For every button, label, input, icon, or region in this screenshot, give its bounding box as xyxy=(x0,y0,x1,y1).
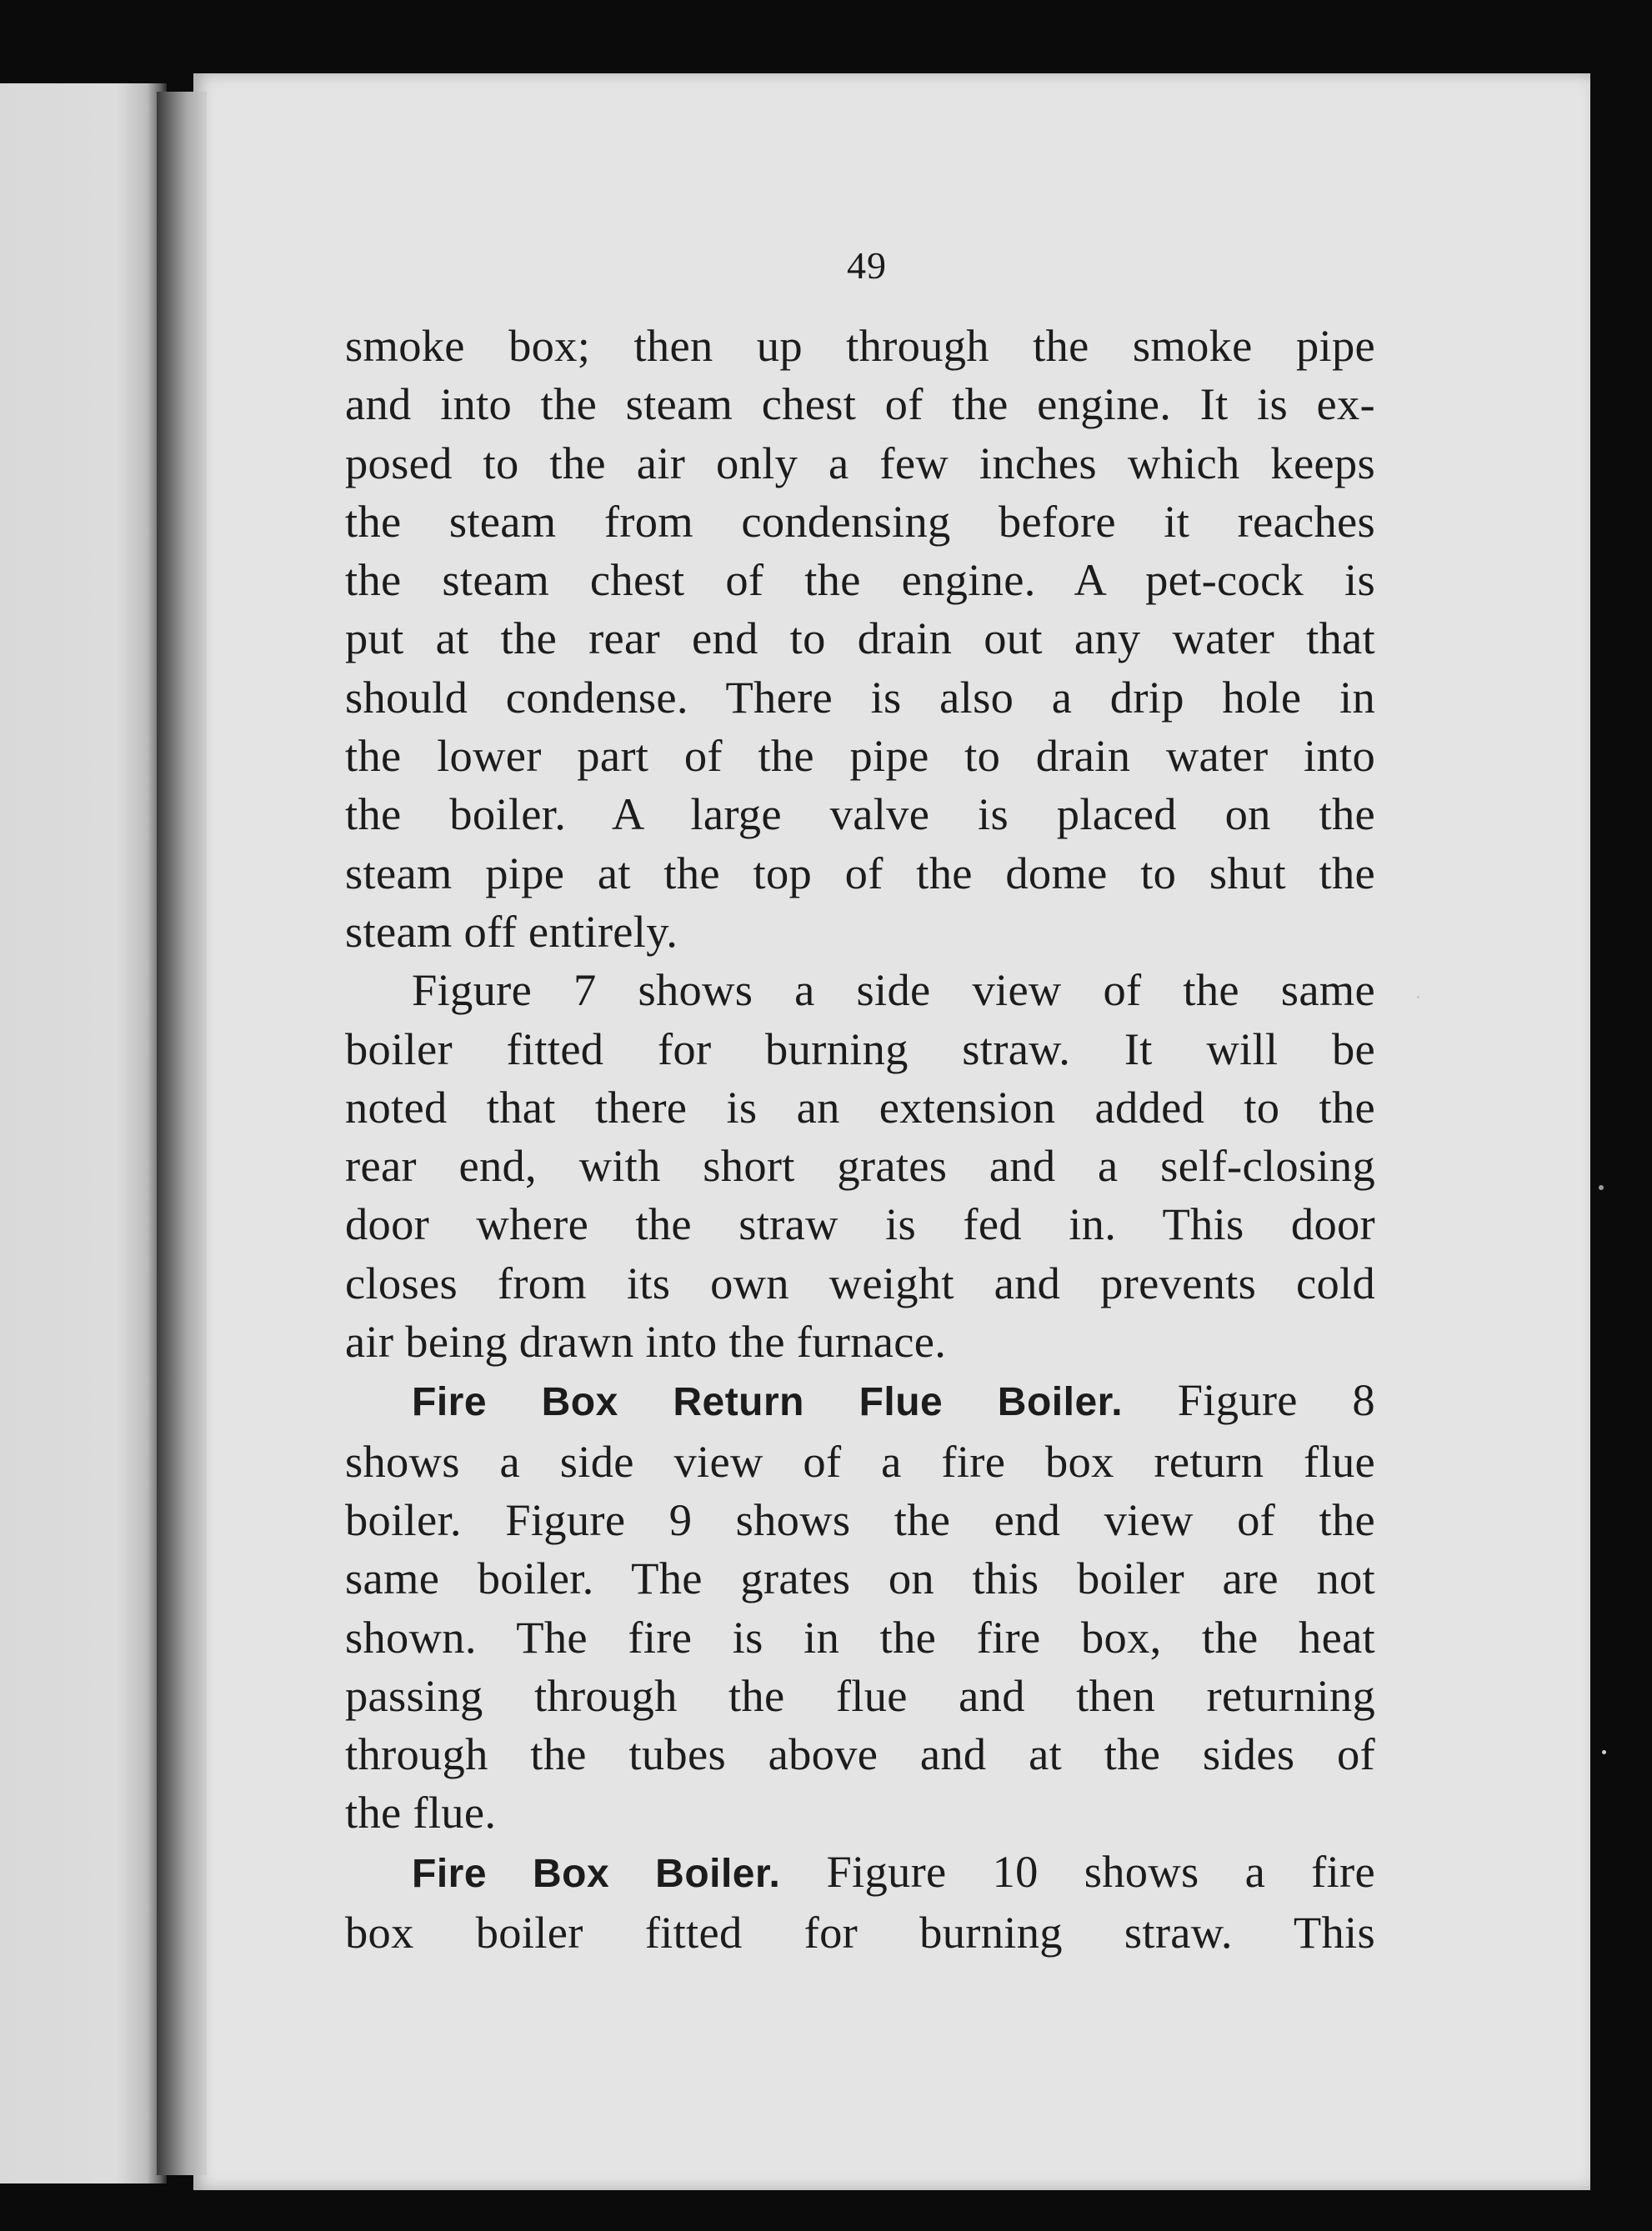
text-line: same boiler. The grates on this boiler are not xyxy=(345,1553,1375,1604)
section-heading: Fire Box Boiler. xyxy=(412,1851,781,1896)
text-line: through the tubes above and at the sides of xyxy=(345,1728,1375,1780)
text-line: box boiler fitted for burning straw. This xyxy=(345,1907,1375,1958)
text-line: noted that there is an extension added to the xyxy=(345,1081,1375,1133)
text-line: the flue. xyxy=(345,1787,497,1838)
text-line: steam off entirely. xyxy=(345,905,678,957)
text-line: the boiler. A large valve is placed on the xyxy=(345,788,1375,840)
text-line: shows a side view of a fire box return flue xyxy=(345,1435,1375,1487)
left-page-edge xyxy=(0,83,167,2183)
section-heading-line xyxy=(345,1843,1375,1903)
scan-speck xyxy=(1417,996,1419,998)
text-line: boiler fitted for burning straw. It will be xyxy=(345,1023,1375,1074)
text-line: door where the straw is fed in. This door xyxy=(345,1198,1375,1250)
text-line: posed to the air only a few inches which keeps xyxy=(345,437,1375,488)
text-run: Figure 8 xyxy=(1177,1374,1375,1426)
text-line: should condense. There is also a drip hole in xyxy=(345,671,1375,723)
text-line: the steam from condensing before it reaches xyxy=(345,495,1375,547)
text-line: air being drawn into the furnace. xyxy=(345,1316,947,1368)
text-line: passing through the flue and then returning xyxy=(345,1669,1375,1721)
scan-speck xyxy=(1599,1185,1604,1190)
text-line: rear end, with short grates and a self-closing xyxy=(345,1140,1375,1192)
book-gutter-shadow xyxy=(157,92,207,2175)
text-run: Figure 10 shows a fire xyxy=(826,1845,1375,1897)
page-number: 49 xyxy=(847,244,887,287)
paragraph-first-line: Figure 7 shows a side view of the same xyxy=(412,964,1375,1016)
scan-speck xyxy=(1602,1750,1606,1754)
section-heading-line xyxy=(345,1371,1375,1432)
text-line: closes from its own weight and prevents cold xyxy=(345,1257,1375,1308)
text-line: shown. The fire is in the fire box, the heat xyxy=(345,1611,1375,1663)
text-line: boiler. Figure 9 shows the end view of the xyxy=(345,1493,1375,1545)
text-line: the lower part of the pipe to drain water into xyxy=(345,730,1375,782)
text-line: the steam chest of the engine. A pet-cock is xyxy=(345,554,1375,606)
section-heading: Fire Box Return Flue Boiler. xyxy=(412,1380,1124,1425)
body-text xyxy=(345,317,1375,1962)
text-line: put at the rear end to drain out any water that xyxy=(345,613,1375,664)
text-line: steam pipe at the top of the dome to shut the xyxy=(345,847,1375,898)
text-line: smoke box; then up through the smoke pipe xyxy=(345,320,1375,371)
text-line: and into the steam chest of the engine. It is ex- xyxy=(345,378,1375,430)
